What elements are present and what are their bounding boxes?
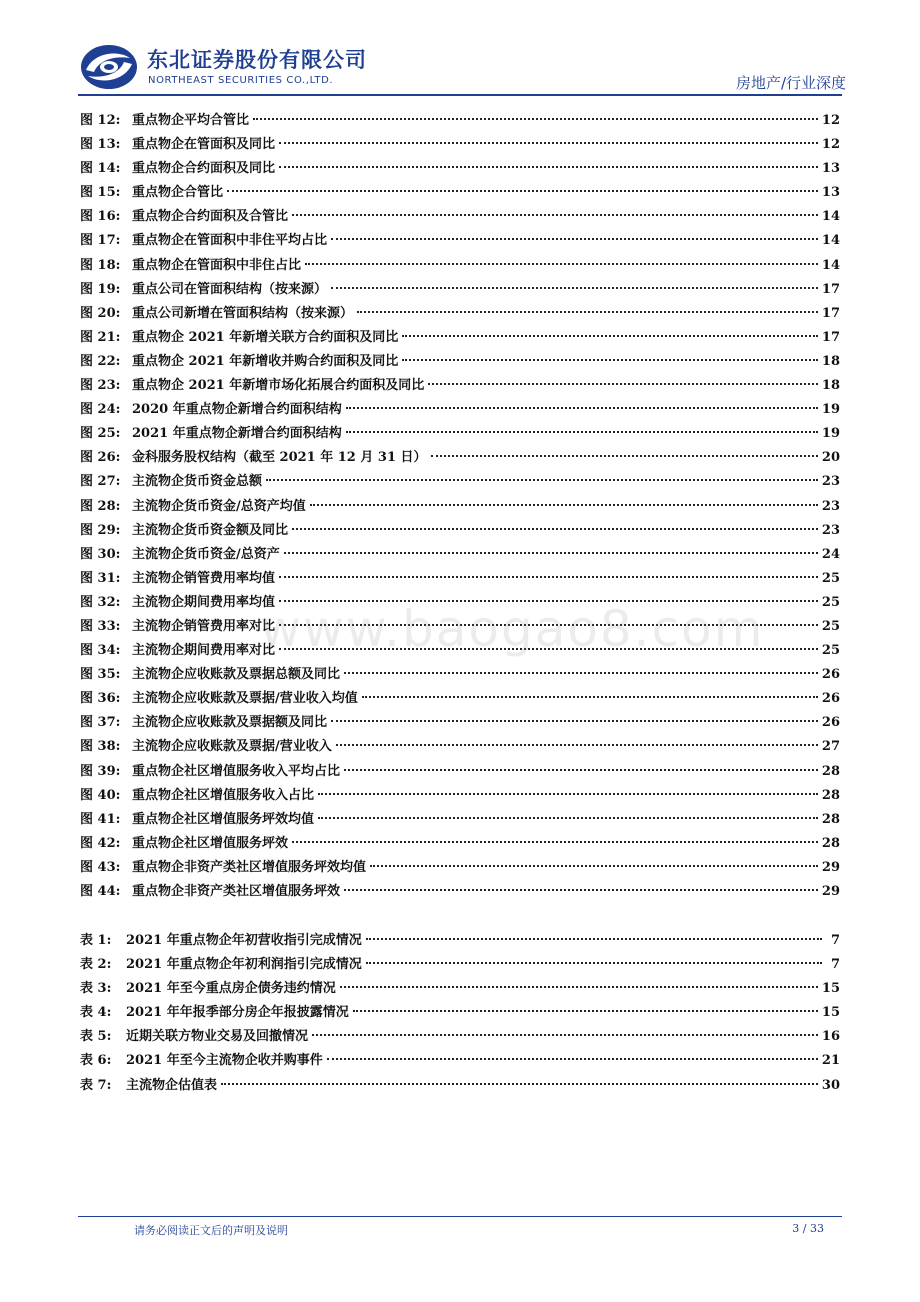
figure-entry-page: 28 — [821, 763, 840, 779]
table-entry-label: 表 4: — [80, 1005, 112, 1021]
figure-entry[interactable] — [80, 687, 840, 711]
figure-entry-page: 13 — [821, 161, 840, 177]
table-entry-page: 16 — [821, 1029, 840, 1045]
figure-entry-title: 重点物企在管面积中非住平均占比 — [132, 233, 328, 249]
figure-entry[interactable] — [80, 735, 840, 759]
figure-entry-page: 17 — [821, 281, 840, 297]
figure-entry[interactable] — [80, 350, 840, 374]
figure-entry-leader — [370, 865, 818, 867]
figure-entry-label: 图 37: — [80, 715, 121, 731]
figure-entry-leader — [431, 455, 818, 457]
table-entry-page: 21 — [821, 1053, 840, 1069]
figure-entry-title: 重点公司在管面积结构（按来源） — [132, 281, 328, 297]
figure-entry-leader — [279, 142, 818, 144]
figure-entry[interactable] — [80, 133, 840, 157]
figure-entry-title: 主流物企销管费用率均值 — [132, 570, 276, 586]
figure-entry[interactable] — [80, 422, 840, 446]
table-entry-leader — [366, 962, 822, 964]
figure-entry[interactable] — [80, 181, 840, 205]
figure-entry-label: 图 26: — [80, 450, 121, 466]
figure-entry-page: 29 — [821, 884, 840, 899]
figure-entry[interactable] — [80, 470, 840, 494]
figure-entry-leader — [428, 383, 818, 385]
figure-entry-label: 图 40: — [80, 787, 121, 803]
figure-entry-page: 23 — [821, 474, 840, 490]
figure-entry-title: 重点物企合约面积及合管比 — [132, 209, 289, 225]
company-logo-icon — [80, 44, 138, 90]
figure-entry-leader — [331, 720, 818, 722]
figure-entry-label: 图 20: — [80, 305, 121, 321]
figure-entry-page: 23 — [821, 498, 840, 514]
figure-entry-leader — [292, 214, 818, 216]
figure-entry-page: 18 — [821, 378, 840, 394]
table-entry-title: 2021 年重点物企年初利润指引完成情况 — [126, 957, 362, 973]
table-entry-label: 表 2: — [80, 957, 112, 973]
figure-entry-title: 重点物企 2021 年新增收并购合约面积及同比 — [132, 353, 399, 369]
figure-entry-page: 27 — [821, 739, 840, 755]
figure-entry-label: 图 28: — [80, 498, 121, 514]
figure-entry-title: 重点物企 2021 年新增关联方合约面积及同比 — [132, 329, 399, 345]
figure-entry-page: 24 — [821, 546, 840, 562]
figure-entry-label: 图 24: — [80, 402, 121, 418]
company-name-cn: 东北证券股份有限公司 — [147, 48, 367, 72]
figure-entry-label: 图 16: — [80, 209, 121, 225]
figure-entry-title: 2020 年重点物企新增合约面积结构 — [132, 402, 342, 418]
figure-entry-label: 图 31: — [80, 570, 121, 586]
figure-entry-label: 图 18: — [80, 257, 121, 273]
footer-divider — [78, 1216, 842, 1217]
figure-entry-leader — [227, 190, 818, 192]
figure-entry-page: 14 — [821, 233, 840, 249]
table-entry[interactable] — [80, 1074, 840, 1098]
figure-entry-title: 主流物企销管费用率对比 — [132, 618, 276, 634]
figure-entry-title: 重点物企平均合管比 — [132, 113, 250, 128]
table-entry-page: 7 — [830, 957, 840, 973]
figure-entry-title: 金科服务股权结构（截至 2021 年 12 月 31 日） — [132, 450, 427, 466]
figure-entry-leader — [279, 166, 818, 168]
watermark: www.baogao8.com — [260, 600, 765, 658]
figure-entry-label: 图 44: — [80, 884, 121, 899]
figure-entry-leader — [305, 263, 818, 265]
figure-entry-label: 图 13: — [80, 137, 121, 153]
figure-entry-title: 重点物企合管比 — [132, 185, 224, 201]
figure-entry[interactable] — [80, 784, 840, 808]
figure-entry-title: 重点物企在管面积及同比 — [132, 137, 276, 153]
disclaimer-note: 请务必阅读正文后的声明及说明 — [134, 1224, 288, 1237]
figure-entry-leader — [310, 504, 818, 506]
figure-entry-label: 图 41: — [80, 811, 121, 827]
table-entry-page: 30 — [821, 1077, 840, 1093]
page-total: 33 — [810, 1222, 824, 1235]
figure-entry-page: 26 — [821, 715, 840, 731]
figure-entry-leader — [402, 359, 818, 361]
figure-entry-label: 图 22: — [80, 353, 121, 369]
figure-entry-page: 14 — [821, 209, 840, 225]
figure-entry-label: 图 25: — [80, 426, 121, 442]
table-entry-label: 表 5: — [80, 1029, 112, 1045]
table-entry-title: 2021 年至今主流物企收并购事件 — [126, 1053, 323, 1069]
figure-entry-label: 图 34: — [80, 643, 121, 659]
report-sector: 房地产/行业深度 — [735, 74, 846, 92]
figure-entry-leader — [402, 335, 818, 337]
table-entry-leader — [221, 1083, 818, 1085]
figure-entry[interactable] — [80, 446, 840, 470]
figure-entry-title: 主流物企应收账款及票据/营业收入 — [132, 739, 332, 755]
page-header — [0, 0, 920, 100]
table-entry-title: 2021 年重点物企年初营收指引完成情况 — [126, 933, 362, 948]
figure-entry-page: 17 — [821, 329, 840, 345]
figure-entry-page: 12 — [821, 113, 840, 128]
figure-entry-title: 2021 年重点物企新增合约面积结构 — [132, 426, 342, 442]
figure-entry-leader — [292, 528, 818, 530]
figure-entry[interactable] — [80, 398, 840, 422]
figure-entry[interactable] — [80, 302, 840, 326]
figure-entry-page: 29 — [821, 859, 840, 875]
figure-entry-page: 23 — [821, 522, 840, 538]
table-entry-leader — [312, 1034, 818, 1036]
figure-entry-label: 图 33: — [80, 618, 121, 634]
figure-entry-leader — [284, 552, 818, 554]
figure-entry-leader — [344, 769, 818, 771]
figure-entry[interactable] — [80, 254, 840, 278]
figure-entry-title: 主流物企期间费用率均值 — [132, 594, 276, 610]
figure-entry[interactable] — [80, 711, 840, 735]
figure-entry-label: 图 23: — [80, 378, 121, 394]
figure-entry-leader — [336, 744, 818, 746]
figure-entry-title: 重点公司新增在管面积结构（按来源） — [132, 305, 354, 321]
figure-entry-label: 图 32: — [80, 594, 121, 610]
table-entry-title: 主流物企估值表 — [126, 1077, 218, 1093]
figure-entry-title: 主流物企期间费用率对比 — [132, 643, 276, 659]
figure-entry-title: 主流物企货币资金额及同比 — [132, 522, 289, 538]
page-number — [792, 1222, 824, 1235]
figure-entry[interactable] — [80, 229, 840, 253]
figure-entry-title: 重点物企在管面积中非住占比 — [132, 257, 302, 273]
table-entry[interactable] — [80, 929, 840, 953]
figure-entry[interactable] — [80, 880, 840, 904]
page-current: 3 — [792, 1222, 800, 1235]
figure-entry-label: 图 38: — [80, 739, 121, 755]
figure-entry-label: 图 35: — [80, 667, 121, 683]
figure-entry-page: 19 — [821, 426, 840, 442]
figure-entry-page: 28 — [821, 811, 840, 827]
figure-entry-leader — [318, 817, 818, 819]
table-entry-leader — [366, 938, 822, 940]
table-entry-title: 近期关联方物业交易及回撤情况 — [126, 1029, 309, 1045]
table-entry-label: 表 7: — [80, 1077, 112, 1093]
figure-entry-leader — [253, 118, 818, 120]
figure-entry[interactable] — [80, 832, 840, 856]
figure-entry-page: 18 — [821, 353, 840, 369]
figure-entry[interactable] — [80, 543, 840, 567]
figure-entry-title: 主流物企应收账款及票据额及同比 — [132, 715, 328, 731]
figure-entry-title: 重点物企合约面积及同比 — [132, 161, 276, 177]
figure-entry-label: 图 27: — [80, 474, 121, 490]
table-list — [80, 929, 840, 1098]
figure-entry-title: 重点物企社区增值服务坪效均值 — [132, 811, 315, 827]
figure-entry-page: 26 — [821, 691, 840, 707]
figure-entry-leader — [362, 696, 818, 698]
figure-entry[interactable] — [80, 567, 840, 591]
figure-entry-page: 25 — [821, 570, 840, 586]
table-entry-page: 7 — [830, 933, 840, 948]
table-entry-page: 15 — [821, 981, 840, 997]
figure-entry-title: 主流物企应收账款及票据/营业收入均值 — [132, 691, 358, 707]
figure-entry-leader — [346, 407, 818, 409]
figure-entry[interactable] — [80, 856, 840, 880]
figure-entry[interactable] — [80, 326, 840, 350]
header-divider — [78, 94, 842, 96]
figure-entry-leader — [344, 889, 818, 891]
figure-entry-leader — [279, 576, 818, 578]
table-entry-leader — [340, 986, 818, 988]
table-entry[interactable] — [80, 1025, 840, 1049]
figure-entry[interactable] — [80, 663, 840, 687]
figure-entry-page: 25 — [821, 594, 840, 610]
table-entry-title: 2021 年至今重点房企债务违约情况 — [126, 981, 336, 997]
table-entry[interactable] — [80, 953, 840, 977]
figure-entry-title: 重点物企社区增值服务坪效 — [132, 835, 289, 851]
figure-entry-label: 图 19: — [80, 281, 121, 297]
table-entry[interactable] — [80, 977, 840, 1001]
figure-entry-page: 19 — [821, 402, 840, 418]
figure-entry-page: 28 — [821, 835, 840, 851]
figure-entry-label: 图 12: — [80, 113, 121, 128]
figure-entry-label: 图 14: — [80, 161, 121, 177]
figure-entry-title: 主流物企货币资金/总资产 — [132, 546, 280, 562]
figure-entry-title: 主流物企货币资金/总资产均值 — [132, 498, 306, 514]
figure-entry-label: 图 43: — [80, 859, 121, 875]
figure-entry[interactable] — [80, 495, 840, 519]
table-entry-label: 表 3: — [80, 981, 112, 997]
figure-entry-page: 28 — [821, 787, 840, 803]
table-entry-title: 2021 年年报季部分房企年报披露情况 — [126, 1005, 349, 1021]
figure-entry-title: 重点物企社区增值服务收入占比 — [132, 787, 315, 803]
figure-entry-leader — [344, 672, 818, 674]
figure-entry-page: 13 — [821, 185, 840, 201]
figure-entry-page: 17 — [821, 305, 840, 321]
table-entry-leader — [327, 1058, 818, 1060]
figure-entry-leader — [318, 793, 818, 795]
figure-entry-label: 图 17: — [80, 233, 121, 249]
figure-entry-leader — [266, 479, 818, 481]
figure-entry-page: 12 — [821, 137, 840, 153]
table-entry-page: 15 — [821, 1005, 840, 1021]
figure-entry[interactable] — [80, 157, 840, 181]
figure-entry-title: 重点物企 2021 年新增市场化拓展合约面积及同比 — [132, 378, 425, 394]
figure-entry[interactable] — [80, 205, 840, 229]
figure-entry-page: 25 — [821, 643, 840, 659]
figure-entry-leader — [331, 238, 818, 240]
table-entry-label: 表 1: — [80, 933, 112, 948]
figure-entry-page: 26 — [821, 667, 840, 683]
figure-entry-title: 主流物企货币资金总额 — [132, 474, 263, 490]
figure-list — [80, 109, 840, 904]
figure-entry-leader — [292, 841, 818, 843]
figure-entry-label: 图 42: — [80, 835, 121, 851]
table-entry[interactable] — [80, 1001, 840, 1025]
figure-entry-page: 20 — [821, 450, 840, 466]
table-entry[interactable] — [80, 1049, 840, 1073]
page-separator: / — [799, 1222, 810, 1235]
figure-entry[interactable] — [80, 278, 840, 302]
figure-entry-title: 重点物企非资产类社区增值服务坪效 — [132, 884, 341, 899]
figure-entry-label: 图 29: — [80, 522, 121, 538]
figure-entry-leader — [346, 431, 818, 433]
figure-entry-label: 图 15: — [80, 185, 121, 201]
figure-entry-title: 重点物企社区增值服务收入平均占比 — [132, 763, 341, 779]
figure-entry[interactable] — [80, 760, 840, 784]
figure-entry-leader — [357, 311, 818, 313]
figure-entry-leader — [331, 287, 818, 289]
table-entry-leader — [353, 1010, 818, 1012]
table-entry-label: 表 6: — [80, 1053, 112, 1069]
figure-entry-label: 图 39: — [80, 763, 121, 779]
figure-entry-title: 重点物企非资产类社区增值服务坪效均值 — [132, 859, 367, 875]
figure-entry[interactable] — [80, 808, 840, 832]
figure-entry-label: 图 21: — [80, 329, 121, 345]
figure-entry-page: 25 — [821, 618, 840, 634]
figure-entry[interactable] — [80, 519, 840, 543]
figure-entry-label: 图 36: — [80, 691, 121, 707]
figure-entry-label: 图 30: — [80, 546, 121, 562]
figure-entry[interactable] — [80, 109, 840, 133]
company-name-en: NORTHEAST SECURITIES CO.,LTD. — [148, 75, 334, 86]
figure-entry[interactable] — [80, 374, 840, 398]
figure-entry-title: 主流物企应收账款及票据总额及同比 — [132, 667, 341, 683]
figure-entry-page: 14 — [821, 257, 840, 273]
